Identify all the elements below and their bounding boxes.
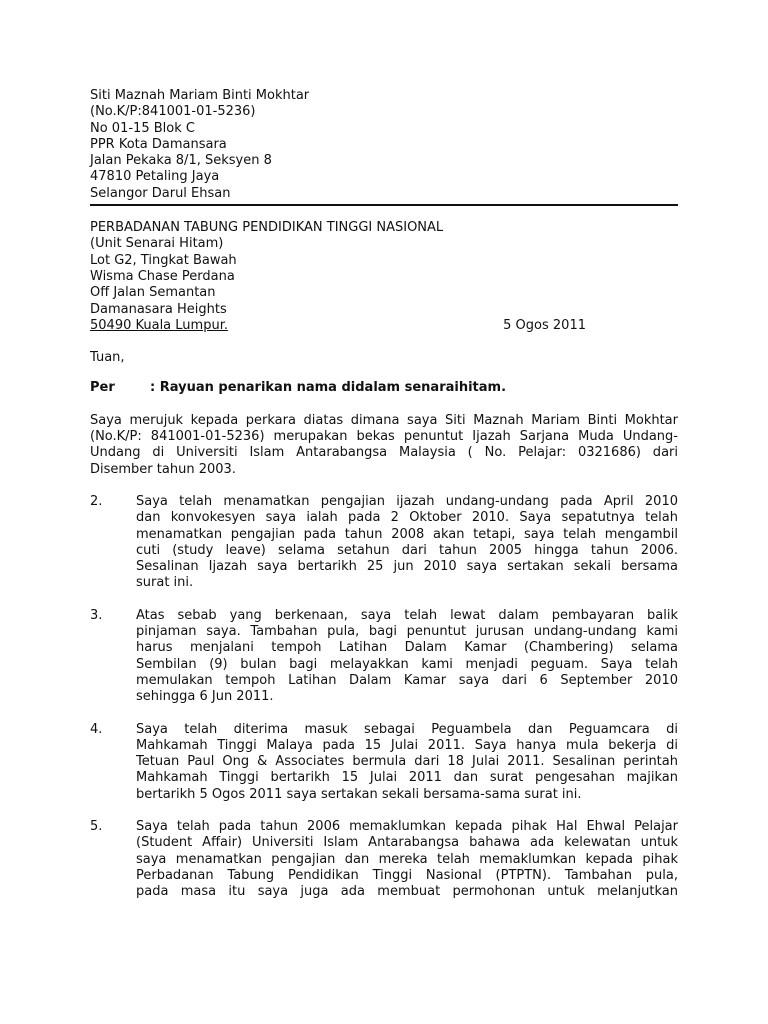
intro-paragraph: [90, 413, 678, 478]
sender-address-line: PPR Kota Damansara: [90, 136, 227, 152]
paragraph-line: Atas sebab yang berkenaan, saya telah lewat dalam pembayaran balik: [136, 607, 678, 623]
recipient-address-line: Damanasara Heights: [90, 301, 227, 317]
sender-ic-number: (No.K/P:841001-01-5236): [90, 104, 256, 120]
paragraph-line: menamatkan pengajian pada tahun 2008 akan tetapi, saya telah mengambil: [136, 526, 678, 542]
subject-text: : Rayuan penarikan nama didalam senaraihitam.: [150, 380, 507, 396]
paragraph-line: saya menamatkan pengajian dan mereka telah memaklumkan kepada pihak: [136, 851, 678, 867]
paragraph-line: memulakan tempoh Latihan Dalam Kamar saya dari 6 September 2010: [136, 672, 678, 688]
paragraph-line: surat ini.: [136, 575, 194, 591]
paragraph-body: [136, 722, 678, 803]
paragraph-body: [136, 608, 678, 706]
recipient-address-line: Wisma Chase Perdana: [90, 268, 235, 284]
paragraph-line: harus menjalani tempoh Latihan Dalam Kamar (Chambering) selama: [136, 640, 678, 656]
sender-address-line: Jalan Pekaka 8/1, Seksyen 8: [90, 153, 272, 169]
sender-address-line: 47810 Petaling Jaya: [90, 169, 220, 185]
paragraph-line: Sembilan (9) bulan bagi melayakkan kami menjadi peguam. Saya telah: [136, 656, 678, 672]
sender-name: Siti Maznah Mariam Binti Mokhtar: [90, 88, 310, 103]
paragraph-line: Sesalinan Ijazah saya bertarikh 25 jun 2010 saya sertakan sekali bersama: [136, 559, 678, 575]
recipient-address-line: Off Jalan Semantan: [90, 285, 216, 301]
paragraph-line: pada masa itu saya juga ada membuat permohonan untuk melanjutkan: [136, 884, 678, 900]
paragraph-line: Saya telah pada tahun 2006 memaklumkan kepada pihak Hal Ehwal Pelajar: [136, 818, 678, 834]
sender-address-line: No 01-15 Blok C: [90, 120, 195, 136]
paragraph-line: Saya telah menamatkan pengajian ijazah undang-undang pada April 2010: [136, 493, 678, 509]
recipient-city-date-row: [90, 318, 586, 334]
paragraph-body: [136, 819, 678, 900]
recipient-city: 50490 Kuala Lumpur.: [90, 317, 228, 333]
sender-address: [90, 88, 678, 202]
recipient-organization: PERBADANAN TABUNG PENDIDIKAN TINGGI NASIONAL: [90, 220, 444, 236]
recipient-address: [90, 220, 678, 334]
paragraph-2: [90, 494, 678, 592]
letter-page: [90, 88, 678, 900]
salutation: Tuan,: [90, 350, 125, 366]
recipient-unit: (Unit Senarai Hitam): [90, 236, 224, 252]
sender-address-line: Selangor Darul Ehsan: [90, 185, 231, 201]
paragraph-line: sehingga 6 Jun 2011.: [136, 689, 274, 705]
letter-date: 5 Ogos 2011: [503, 317, 586, 333]
paragraph-line: cuti (study leave) selama setahun dari tahun 2005 hingga tahun 2006.: [136, 542, 678, 558]
paragraph-line: (Student Affair) Universiti Islam Antarabangsa bahawa ada kelewatan untuk: [136, 835, 678, 851]
paragraph-line: Tetuan Paul Ong & Associates bermula dari 18 Julai 2011. Sesalinan perintah: [136, 754, 678, 770]
paragraph-line: Saya telah diterima masuk sebagai Peguambela dan Peguamcara di: [136, 721, 678, 737]
paragraph-body: [136, 494, 678, 592]
paragraph-line: Perbadanan Tabung Pendidikan Tinggi Nasional (PTPTN). Tambahan pula,: [136, 867, 678, 883]
paragraph-line: Undang di Universiti Islam Antarabangsa Malaysia ( No. Pelajar: 0321686) dari: [90, 445, 678, 461]
paragraph-line: dan konvokesyen saya ialah pada 2 Oktober 2010. Saya sepatutnya telah: [136, 510, 678, 526]
paragraph-line: (No.K/P: 841001-01-5236) merupakan bekas penuntut Ijazah Sarjana Muda Undang-: [90, 429, 678, 445]
subject-label: Per: [90, 380, 115, 396]
paragraph-line: Disember tahun 2003.: [90, 461, 236, 477]
paragraph-3: [90, 608, 678, 706]
paragraph-number: 5.: [90, 818, 103, 834]
paragraph-line: bertarikh 5 Ogos 2011 saya sertakan sekali bersama-sama surat ini.: [136, 786, 582, 802]
paragraph-line: pinjaman saya. Tambahan pula, bagi penuntut jurusan undang-undang kami: [136, 624, 678, 640]
paragraph-4: [90, 722, 678, 803]
paragraph-line: Mahkamah Tinggi bertarikh 15 Julai 2011 dan surat pengesahan majikan: [136, 770, 678, 786]
divider-rule: [90, 204, 678, 206]
paragraph-number: 4.: [90, 721, 103, 737]
subject-line: [90, 380, 678, 396]
paragraph-line: Mahkamah Tinggi Malaya pada 15 Julai 2011. Saya hanya mula bekerja di: [136, 737, 678, 753]
paragraph-number: 3.: [90, 607, 103, 623]
recipient-address-line: Lot G2, Tingkat Bawah: [90, 252, 237, 268]
paragraph-number: 2.: [90, 493, 103, 509]
paragraph-5: [90, 819, 678, 900]
paragraph-line: Saya merujuk kepada perkara diatas dimana saya Siti Maznah Mariam Binti Mokhtar: [90, 412, 678, 428]
